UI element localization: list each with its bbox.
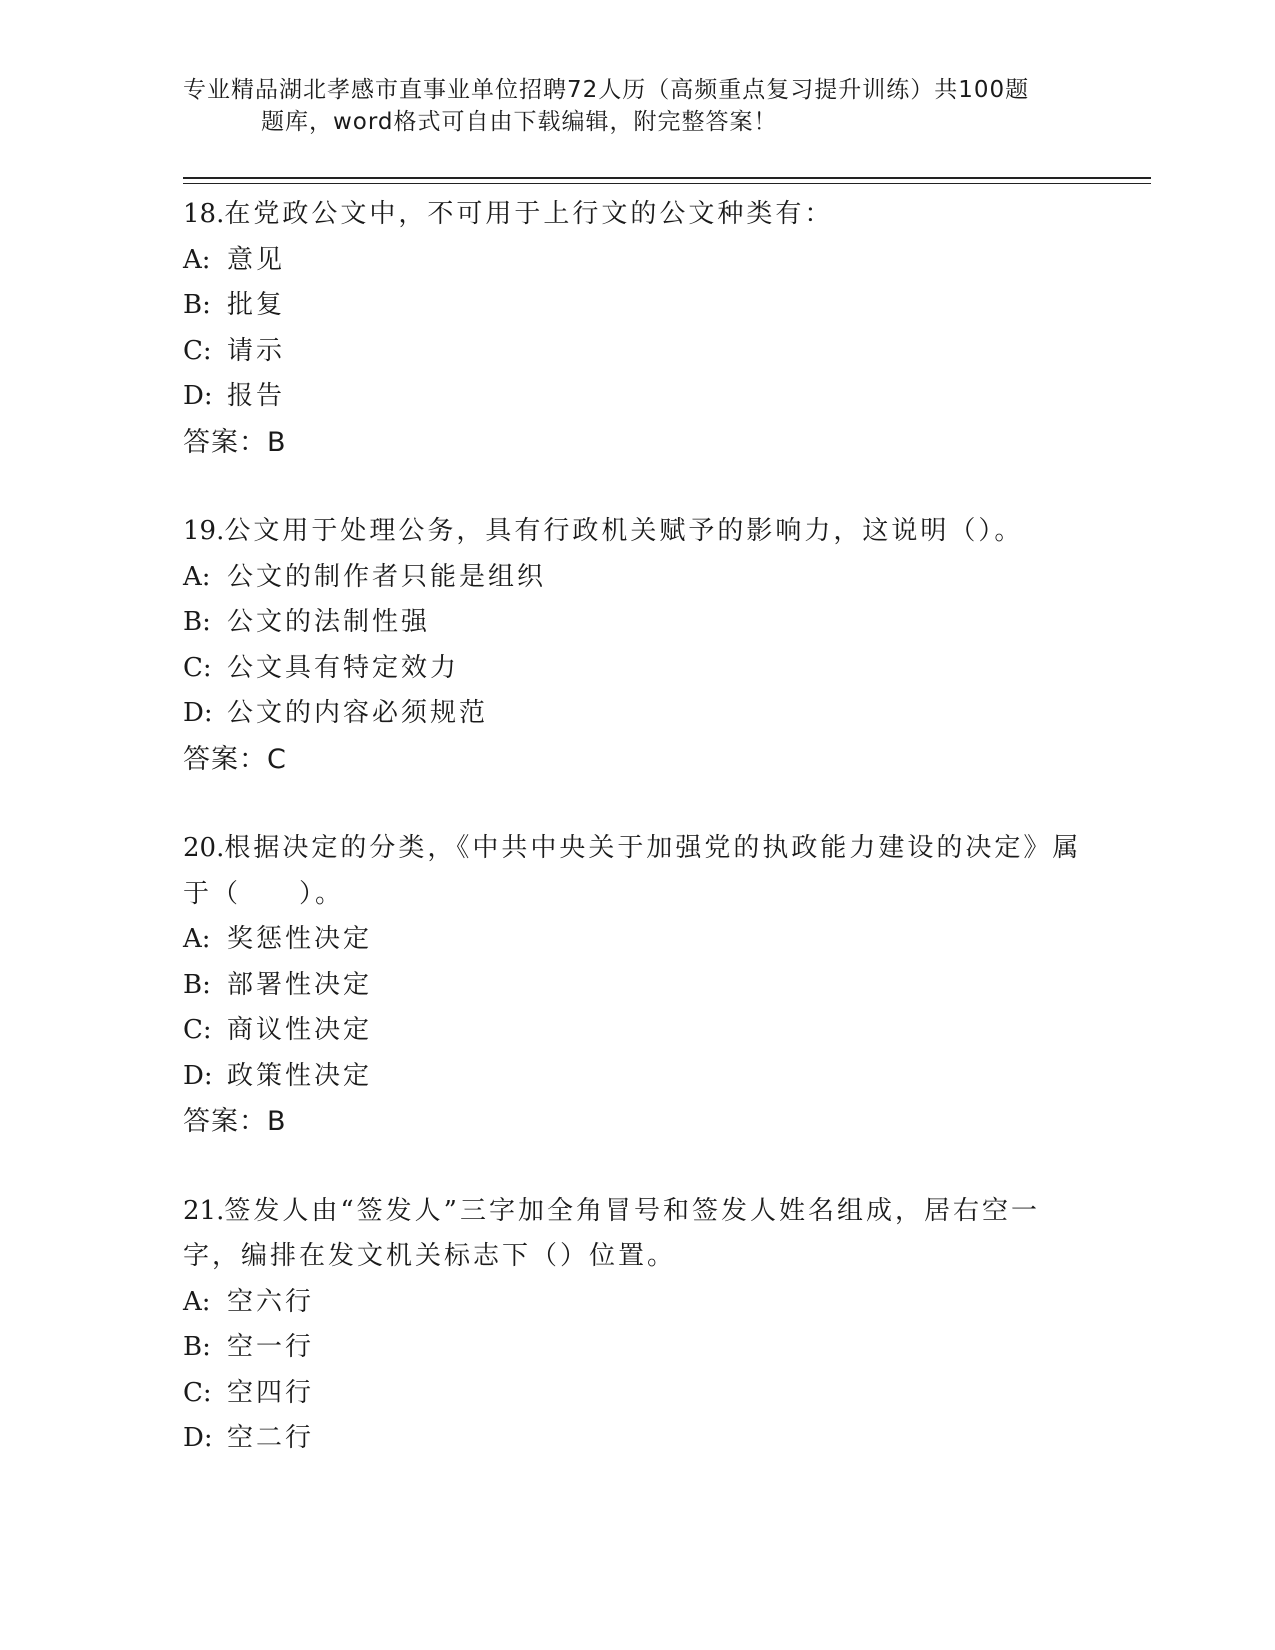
option-letter: B: xyxy=(183,969,211,1000)
option-c xyxy=(183,1371,1083,1417)
header-title-line-1: 专业精品湖北孝感市直事业单位招聘72人历（高频重点复习提升训练）共100题 xyxy=(183,77,1030,103)
option-text: 请示 xyxy=(227,335,286,366)
question-number: 21. xyxy=(183,1195,225,1226)
option-a xyxy=(183,917,1083,963)
option-d xyxy=(183,691,1083,737)
option-text: 部署性决定 xyxy=(227,969,373,1000)
option-letter: A: xyxy=(183,244,211,275)
question-list xyxy=(183,192,1083,1506)
option-text: 奖惩性决定 xyxy=(227,924,373,954)
option-d xyxy=(183,374,1083,420)
question-text: 根据决定的分类，《中共中央关于加强党的执政能力建设的决定》属于（ ）。 xyxy=(183,833,1082,909)
option-b xyxy=(183,1325,1083,1371)
option-letter: D: xyxy=(183,381,213,411)
option-d xyxy=(183,1416,1083,1462)
question-stem xyxy=(183,1189,1083,1280)
option-letter: D: xyxy=(183,1423,213,1453)
option-letter: D: xyxy=(183,1060,213,1091)
option-text: 商议性决定 xyxy=(227,1015,373,1045)
option-c xyxy=(183,646,1083,692)
option-text: 公文的制作者只能是组织 xyxy=(227,561,547,592)
option-text: 公文具有特定效力 xyxy=(227,652,460,683)
option-letter: C: xyxy=(183,1015,212,1045)
question-number: 18. xyxy=(183,199,225,229)
answer-line: 答案：B xyxy=(183,1106,287,1137)
header-title-line-2: 题库，word格式可自由下载编辑，附完整答案！ xyxy=(261,109,778,135)
option-letter: A: xyxy=(183,561,211,592)
option-a xyxy=(183,1280,1083,1326)
answer-line: 答案：B xyxy=(183,426,287,458)
option-text: 公文的法制性强 xyxy=(227,607,431,637)
option-b xyxy=(183,283,1083,329)
answer-line: 答案：C xyxy=(183,743,287,775)
question-number: 20. xyxy=(183,833,225,863)
option-text: 空六行 xyxy=(227,1286,315,1317)
option-c xyxy=(183,1008,1083,1054)
option-text: 公文的内容必须规范 xyxy=(227,698,489,728)
option-text: 批复 xyxy=(227,290,286,320)
option-letter: B: xyxy=(183,290,211,320)
option-letter: C: xyxy=(183,335,212,366)
question-stem xyxy=(183,826,1083,917)
option-text: 政策性决定 xyxy=(227,1060,373,1091)
question-text: 公文用于处理公务，具有行政机关赋予的影响力，这说明（）。 xyxy=(224,516,1024,546)
question-stem xyxy=(183,509,1083,555)
option-d xyxy=(183,1054,1083,1100)
question-text: 签发人由“签发人”三字加全角冒号和签发人姓名组成，居右空一字，编排在发文机关标志下（）位置。 xyxy=(183,1195,1040,1271)
question-21 xyxy=(183,1189,1083,1462)
option-text: 意见 xyxy=(227,244,286,275)
question-19 xyxy=(183,509,1083,782)
question-20 xyxy=(183,826,1083,1145)
option-letter: B: xyxy=(183,607,211,637)
option-a xyxy=(183,555,1083,601)
question-stem xyxy=(183,192,1083,238)
option-text: 报告 xyxy=(227,381,286,411)
option-letter: A: xyxy=(183,1286,211,1317)
option-letter: C: xyxy=(183,652,212,683)
option-c xyxy=(183,329,1083,375)
option-b xyxy=(183,600,1083,646)
option-letter: B: xyxy=(183,1332,211,1362)
option-text: 空一行 xyxy=(227,1332,315,1362)
question-number: 19. xyxy=(183,516,225,546)
option-text: 空四行 xyxy=(227,1377,315,1408)
question-text: 在党政公文中，不可用于上行文的公文种类有： xyxy=(224,199,834,229)
option-b xyxy=(183,963,1083,1009)
option-a xyxy=(183,238,1083,284)
option-letter: D: xyxy=(183,698,213,728)
header-divider-thin xyxy=(183,183,1151,184)
option-letter: A: xyxy=(183,924,211,954)
question-18 xyxy=(183,192,1083,465)
document-header xyxy=(183,74,1083,138)
header-divider-thick xyxy=(183,177,1151,179)
option-text: 空二行 xyxy=(227,1423,315,1453)
option-letter: C: xyxy=(183,1377,212,1408)
